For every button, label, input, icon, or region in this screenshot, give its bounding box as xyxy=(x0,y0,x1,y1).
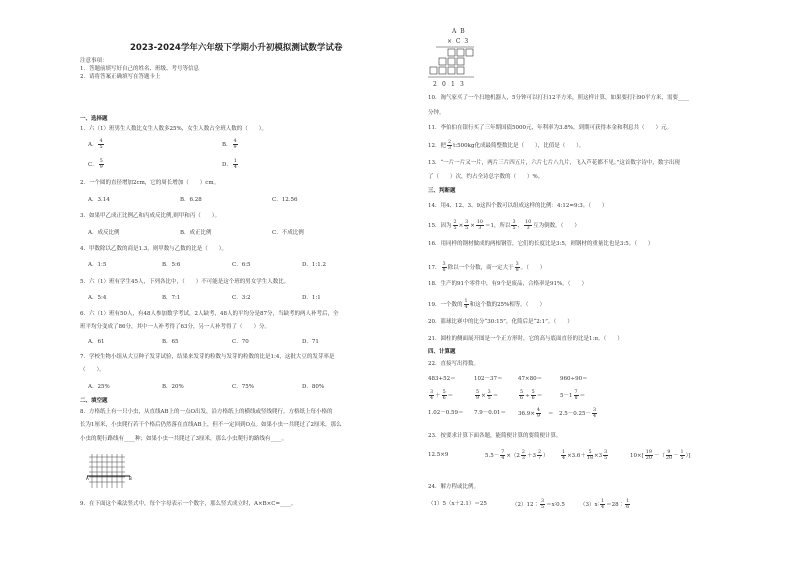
question-13-cont: 了（ ）次，约占全诗总字数的（ ）%。 xyxy=(428,174,544,180)
vm-top: A B xyxy=(452,28,466,35)
option-c: C． $\frac{5}{9}$ xyxy=(88,159,103,170)
option-c: C．75% xyxy=(232,384,254,390)
label-b: B xyxy=(129,476,132,481)
vm-boxes xyxy=(426,46,474,86)
question-14: 14．用4、12、3、9这四个数可以组成这样的比例：4:12=9:3。（ ） xyxy=(428,203,608,209)
calc-item: 1.02－0.59＝ xyxy=(428,410,464,416)
option-a: A．25% xyxy=(88,384,110,390)
question-13: 13．“一片一片又一片，两片三片四五片，六片七片八九片，飞入芦花都不见。”这首数字诗中，数字出现 xyxy=(428,160,680,166)
option-b: B．5:6 xyxy=(162,262,181,268)
question-19: 19．一个数的 $\frac{1}{4}$ 和这个数的25%相等。（ ） xyxy=(428,299,546,310)
option-d: D．71 xyxy=(302,339,319,345)
option-b: B．成正比例 xyxy=(180,230,212,236)
question-16: 16．用同样的钢材做成的两根钢管，它们的长度比是3:5，则钢材的重量比也是3:5。（ ） xyxy=(428,241,654,247)
question-1: 1．六（1）班男生人数比女生人数多25%，女生人数占全班人数的（ ）。 xyxy=(80,126,267,132)
option-d: D．1:1.2 xyxy=(302,262,327,268)
question-6: 6．六（1）班有50人，有48人参加数学考试，2人缺考，48人的平均分是87分，当缺考的两人补考后，全 xyxy=(80,311,339,317)
vm-digit: 1 xyxy=(451,81,455,88)
option-b: B．20% xyxy=(162,384,184,390)
option-b: B．65 xyxy=(162,339,179,345)
option-d: D． $\frac{1}{4}$ xyxy=(222,159,237,170)
question-21: 21．圆柱的侧面展开图是一个正方形时，它的高与底面直径的比是1:π。（ ） xyxy=(428,336,623,342)
equation-item: （2）12∶ $\frac{3}{5}$ ＝x∶0.5 xyxy=(512,499,565,510)
option-c: C．70 xyxy=(232,339,249,345)
calc-item: 102－37＝ xyxy=(474,376,503,382)
calc-item: 12.5×9 xyxy=(428,452,449,458)
section-heading: 二、填空题 xyxy=(80,398,108,404)
option-c: C．3:2 xyxy=(232,295,251,301)
option-c: C．6:5 xyxy=(232,262,251,268)
option-a: A．61 xyxy=(88,339,105,345)
vm-multiplier: × C 3 xyxy=(447,38,470,45)
question-7-cont: （ ）。 xyxy=(80,367,105,373)
calc-item: 36.9× $\frac{4}{9}$ xyxy=(518,408,540,419)
option-b: B．7:1 xyxy=(162,295,181,301)
vm-digit: 0 xyxy=(442,81,446,88)
page-title: 2023-2024学年六年级下学期小升初模拟测试数学试卷 xyxy=(130,43,343,53)
calc-item: 5－1 $\frac{7}{8}$ ＝ xyxy=(560,390,586,401)
question-23: 23．按要求计算下面各题，能简便计算的要简便计算。 xyxy=(428,433,562,439)
question-18: 18．生产的91个零件中，有9个是废品，合格率是91%。（ ） xyxy=(428,281,587,287)
question-24: 24．解方程或比例。 xyxy=(428,484,479,490)
notes-item: 2．请将答案正确填写在答题卡上 xyxy=(80,74,161,80)
calc-item: 47×80＝ xyxy=(518,376,543,382)
question-17: 17． $\frac{3}{8}$ 除以一个分数，商一定大于 $\frac{3}{8}$ 。（ ） xyxy=(428,262,546,273)
option-a: A．5:4 xyxy=(88,295,107,301)
question-10-cont: 分钟。 xyxy=(428,110,445,116)
question-2: 2．一个圆的直径增加2cm，它的周长增加（ ）cm。 xyxy=(80,180,220,186)
calc-item: ＝ 2.5－0.25－ $\frac{3}{4}$ xyxy=(548,408,597,419)
option-a: A．1:5 xyxy=(88,262,107,268)
question-7: 7．学校生物小组从大豆种子发芽试验，结果来发芽的粒数与发芽的粒数的比是1:4，这批大豆的发芽率是 xyxy=(80,354,335,360)
question-3: 3．如果甲乙成正比例乙和丙成反比例,则甲和丙（ ）。 xyxy=(80,213,220,219)
option-d: D．1:1 xyxy=(302,295,321,301)
vm-digit: 2 xyxy=(433,81,437,88)
option-a: A．成反比例 xyxy=(88,230,120,236)
calc-item: $\frac{1}{4}$ ×3.6＋ $\frac{5}{18}$ ×3 $\frac{3}{5}$ xyxy=(562,450,608,461)
calc-item: 483+52＝ xyxy=(428,376,456,382)
question-8-cont: 长为1厘米，小虫爬行若干个格后仍然落在直线AB上，但不一定回到O点。如果小虫一共爬过了2厘米，那么 xyxy=(80,422,342,428)
question-15: 15．因为 $\frac{2}{5}$ × $\frac{3}{5}$ × $\frac{10}{3}$ ＝1，所以 $\frac{3}{5}$ 、 $\frac{10}{3}$ 互为倒数。（ ） xyxy=(428,220,580,231)
question-8: 8．方格纸上有一只小虫，从直线AB上的一点O出发，沿方格纸上的横线或竖线爬行。方格纸上每小格的 xyxy=(80,409,333,415)
question-20: 20．篮球比赛中的比分“30:15”，化简后是“2:1”。（ ） xyxy=(428,319,573,325)
question-10: 10．淘气家买了一个扫地机器人，5分钟可以打扫12平方米，照这样计算，如果要打扫90平方米，需要____ xyxy=(428,95,689,101)
label-a: A xyxy=(86,476,89,481)
notes-item: 1．答题前填写好自己的姓名、班级、考号等信息 xyxy=(80,66,200,72)
question-12: 12．把 $\frac{2}{3}$ t:500kg化成最简整数比是（ ），比值是（ ）。 xyxy=(428,140,585,151)
grid-figure xyxy=(86,452,134,492)
calc-item: $\frac{3}{4}$ ＋ $\frac{5}{6}$ ＝ xyxy=(430,390,454,401)
calc-item: 5.5－ $\frac{7}{4}$ ×（2 $\frac{2}{3}$ ＋3 $\frac{2}{7}$ ） xyxy=(485,450,549,461)
question-4: 4．甲数除以乙数的商是1.3，则甲数与乙数的比是（ ）。 xyxy=(80,246,227,252)
option-b: B． $\frac{4}{9}$ xyxy=(222,139,237,150)
notes-heading: 注意事项： xyxy=(80,58,108,64)
section-heading: 三、判断题 xyxy=(428,188,456,194)
vm-digit: 3 xyxy=(460,81,464,88)
option-b: B．6.28 xyxy=(180,197,202,203)
option-c: C．12.56 xyxy=(272,197,298,203)
question-5: 5．六（1）班有学生45人，下列各比中，（ ）不可能是这个班的男女学生人数比。 xyxy=(80,279,290,285)
section-heading: 一、选择题 xyxy=(80,116,108,122)
equation-item: （1）5（x＋2.1）＝25 xyxy=(428,501,487,507)
section-heading: 四、计算题 xyxy=(428,349,456,355)
calc-item: 10×[ $\frac{19}{20}$ －（ $\frac{9}{20}$ － $\frac{1}{5}$ ）] xyxy=(630,450,691,461)
question-8-cont: 小虫的爬行路线有____种；如果小虫一共爬过了3厘米，那么小虫爬行的路线有____。 xyxy=(80,436,288,442)
option-a: A． $\frac{4}{5}$ xyxy=(88,139,103,150)
equation-item: （3）x∶ $\frac{1}{4}$ ＝28∶ $\frac{1}{6}$ xyxy=(580,499,630,510)
question-9: 9．在下面这个乘法竖式中，每个字母表示一个数字，那么竖式成立时，A×B×C=____。 xyxy=(80,501,297,507)
question-11: 11．李伯伯在银行买了三年期国债5000元，年利率为3.8%，到期可获得本金和利息共（ ）元。 xyxy=(428,125,672,131)
question-6-cont: 班平均分变成了86分，其中一人补考得了63分，另一人补考得了（ ）分。 xyxy=(80,324,270,330)
question-22: 22．直接写出得数。 xyxy=(428,361,479,367)
option-c: C．不成比例 xyxy=(272,230,304,236)
calc-item: $\frac{5}{6}$ ÷ $\frac{5}{6}$ ＝ xyxy=(520,390,543,401)
option-d: D．80% xyxy=(302,384,325,390)
calc-item: 960÷90＝ xyxy=(560,376,588,382)
calc-item: $\frac{5}{9}$ × $\frac{3}{5}$ ＝ xyxy=(476,390,499,401)
calc-item: 7.9－0.01＝ xyxy=(474,410,506,416)
option-a: A．3.14 xyxy=(88,197,110,203)
